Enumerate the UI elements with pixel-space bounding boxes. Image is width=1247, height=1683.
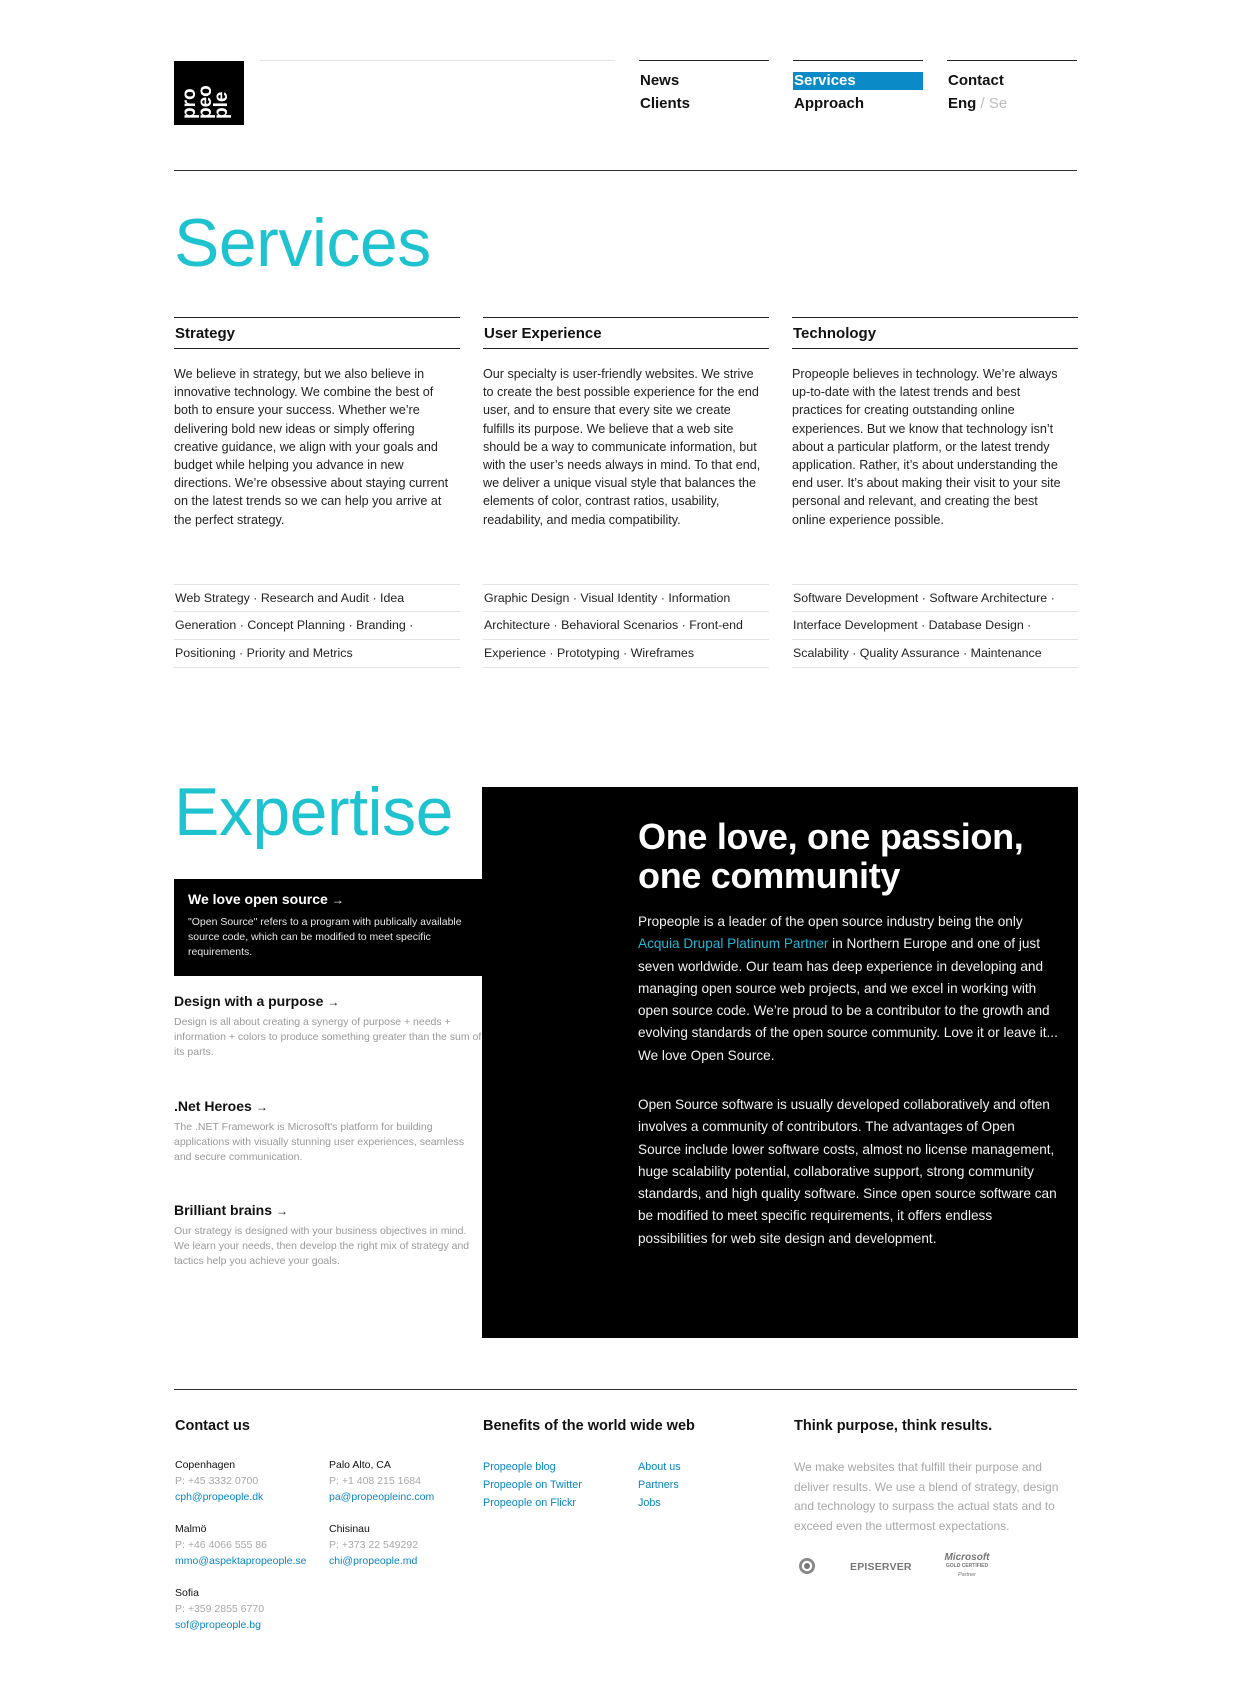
office-phone: P: +46 4066 555 86 bbox=[175, 1539, 267, 1551]
lang-separator: / bbox=[980, 95, 985, 112]
expertise-item-title: We love open source bbox=[188, 891, 328, 907]
expertise-title: Expertise bbox=[174, 774, 453, 850]
logo-line: peo bbox=[195, 85, 216, 119]
service-heading: Strategy bbox=[174, 317, 460, 349]
services-title: Services bbox=[174, 205, 431, 281]
panel-paragraph: Open Source software is usually developed collaboratively and often involves a community of contributors. The advantages of Open Source include lower software costs, almost no license management, huge scalability potential, collaborative support, strong community standards, and high quality software. Since open source software can be modified to meet specific requirements, it offers endless possibilities for web site design and development. bbox=[638, 1097, 1057, 1246]
nav-approach[interactable]: Approach bbox=[794, 95, 865, 112]
nav-column-3 bbox=[947, 60, 1077, 118]
nav-contact[interactable]: Contact bbox=[948, 72, 1004, 89]
panel-paragraph bbox=[638, 911, 1058, 1067]
office-phone: P: +45 3332 0700 bbox=[175, 1475, 259, 1487]
expertise-item-net-heroes[interactable] bbox=[174, 1098, 482, 1165]
expertise-item-title: Design with a purpose bbox=[174, 993, 324, 1009]
nav-news[interactable]: News bbox=[640, 72, 680, 89]
service-tags bbox=[792, 584, 1078, 668]
arrow-right-icon: → bbox=[327, 995, 340, 1009]
office-email[interactable]: mmo@aspektapropeople.se bbox=[175, 1555, 307, 1567]
nav-column-1 bbox=[639, 60, 769, 118]
arrow-right-icon: → bbox=[276, 1204, 289, 1218]
tag-line: Web Strategy · Research and Audit · Idea bbox=[174, 584, 460, 612]
office-phone: P: +373 22 549292 bbox=[329, 1539, 419, 1551]
office-copenhagen bbox=[175, 1457, 325, 1505]
panel-text: in Northern Europe and one of just seven worldwide. Our team has deep experience in developing and managing open source web projects, and we excel in working with open source code. We’re proud to be a contributor to the growth and evolving standards of the open source community. Love it or leave it... We love Open Source. bbox=[638, 936, 1058, 1063]
nav-clients[interactable]: Clients bbox=[640, 95, 691, 112]
tag-line: Architecture · Behavioral Scenarios · Front-end bbox=[483, 612, 769, 640]
expertise-item-desc: Our strategy is designed with your business objectives in mind. We learn your needs, then develop the right mix of strategy and tactics help you achieve your goals. bbox=[174, 1225, 470, 1267]
propeople-logo[interactable] bbox=[174, 61, 244, 125]
drupal-badge bbox=[798, 1557, 816, 1580]
tag-line: Generation · Concept Planning · Branding · bbox=[174, 612, 460, 640]
service-description: Propeople believes in technology. We’re always up-to-date with the latest trends and best practices for creating outstanding online experiences. But we know that technology isn’t about a particular platform, or the latest trendy application. Rather, it’s about understanding the end user. It’s about making their visit to your site personal and relevant, and creating the best online experience possible. bbox=[792, 367, 1061, 527]
panel-heading: One love, one passion, one community bbox=[638, 816, 1024, 896]
arrow-right-icon: → bbox=[331, 893, 344, 907]
logo-divider bbox=[260, 60, 615, 61]
episerver-badge: EPISERVER bbox=[850, 1561, 912, 1573]
office-email[interactable]: sof@propeople.bg bbox=[175, 1619, 261, 1631]
service-heading: Technology bbox=[792, 317, 1078, 349]
expertise-item-open-source[interactable] bbox=[174, 879, 482, 976]
link-propeople-flickr[interactable]: Propeople on Flickr bbox=[483, 1497, 577, 1509]
office-sofia bbox=[175, 1585, 325, 1633]
lang-eng[interactable]: Eng bbox=[948, 95, 977, 112]
office-chisinau bbox=[329, 1521, 479, 1569]
expertise-item-desc: Design is all about creating a synergy of purpose + needs + information + colors to produce something greater than the sum of its parts. bbox=[174, 1016, 482, 1058]
acquia-partner-link[interactable]: Acquia Drupal Platinum Partner bbox=[638, 936, 829, 952]
service-description: Our specialty is user-friendly websites. We strive to create the best possible experience for the end user, and to ensure that every site we create fulfills its purpose. We believe that a web site should be a way to communicate information, but with the user’s needs always in mind. To that end, we deliver a unique visual style that balances the elements of color, contrast ratios, usability, readability, and media compatibility. bbox=[483, 367, 761, 527]
office-city: Chisinau bbox=[329, 1523, 370, 1535]
office-city: Malmö bbox=[175, 1523, 207, 1535]
service-description: We believe in strategy, but we also believe in innovative technology. We combine the best of both to ensure your success. Whether we’re delivering bold new ideas or simply offering creative guidance, we align with your goals and budget while helping you advance in new directions. We’re obsessive about staying current on the latest trends so we can help you arrive at the perfect strategy. bbox=[174, 367, 449, 527]
ms-partner: Partner bbox=[957, 1572, 977, 1578]
office-city: Sofia bbox=[175, 1587, 199, 1599]
think-text: We make websites that fulfill their purpose and deliver results. We use a blend of strategy, design and technology to surpass the actual stats and to exceed even the uttermost expectations. bbox=[794, 1460, 1059, 1533]
microsoft-badge bbox=[940, 1553, 994, 1580]
language-switch bbox=[947, 95, 1077, 113]
drupal-icon bbox=[798, 1557, 816, 1575]
tag-line: Scalability · Quality Assurance · Maintenance bbox=[792, 640, 1078, 668]
logo-line: ple bbox=[211, 91, 232, 119]
office-malmo bbox=[175, 1521, 325, 1569]
expertise-item-desc: "Open Source" refers to a program with publically available source code, which can be modified to meet specific requirements. bbox=[188, 916, 462, 958]
web-heading: Benefits of the world wide web bbox=[483, 1418, 695, 1434]
tag-line: Experience · Prototyping · Wireframes bbox=[483, 640, 769, 668]
service-column-ux bbox=[483, 317, 769, 660]
service-column-strategy bbox=[174, 317, 460, 660]
office-city: Copenhagen bbox=[175, 1459, 236, 1471]
nav-column-2 bbox=[793, 60, 923, 118]
expertise-item-design[interactable] bbox=[174, 993, 482, 1060]
office-city: Palo Alto, CA bbox=[329, 1459, 391, 1471]
link-jobs[interactable]: Jobs bbox=[638, 1497, 661, 1509]
service-tags bbox=[174, 584, 460, 668]
expertise-item-title: .Net Heroes bbox=[174, 1098, 252, 1114]
tag-line: Positioning · Priority and Metrics bbox=[174, 640, 460, 668]
ms-level: GOLD CERTIFIED bbox=[945, 1563, 989, 1569]
footer-divider bbox=[174, 1389, 1077, 1390]
office-phone: P: +1 408 215 1684 bbox=[329, 1475, 421, 1487]
office-email[interactable]: chi@propeople.md bbox=[329, 1555, 418, 1567]
service-tags bbox=[483, 584, 769, 668]
lang-se[interactable]: Se bbox=[988, 95, 1008, 112]
link-propeople-twitter[interactable]: Propeople on Twitter bbox=[483, 1479, 582, 1491]
office-email[interactable]: cph@propeople.dk bbox=[175, 1491, 264, 1503]
tag-line: Interface Development · Database Design · bbox=[792, 612, 1078, 640]
nav-services[interactable]: Services bbox=[793, 72, 923, 90]
expertise-item-brilliant-brains[interactable] bbox=[174, 1202, 482, 1269]
expertise-panel bbox=[482, 787, 1078, 1338]
office-email[interactable]: pa@propeopleinc.com bbox=[329, 1491, 435, 1503]
logo-line: pro bbox=[179, 88, 200, 119]
link-propeople-blog[interactable]: Propeople blog bbox=[483, 1461, 556, 1473]
header-divider bbox=[174, 170, 1077, 171]
link-partners[interactable]: Partners bbox=[638, 1479, 679, 1491]
arrow-right-icon: → bbox=[255, 1100, 268, 1114]
expertise-item-title: Brilliant brains bbox=[174, 1202, 273, 1218]
tag-line: Graphic Design · Visual Identity · Information bbox=[483, 584, 769, 612]
ms-name: Microsoft bbox=[944, 1552, 990, 1563]
service-column-technology bbox=[792, 317, 1078, 660]
tag-line: Software Development · Software Architecture · bbox=[792, 584, 1078, 612]
office-phone: P: +359 2855 6770 bbox=[175, 1603, 265, 1615]
service-heading: User Experience bbox=[483, 317, 769, 349]
office-palo-alto bbox=[329, 1457, 479, 1505]
think-heading: Think purpose, think results. bbox=[794, 1418, 993, 1434]
panel-text: Propeople is a leader of the open source industry being the only bbox=[638, 914, 1023, 929]
expertise-item-desc: The .NET Framework is Microsoft's platform for building applications with visually stunning user experiences, seamless and secure communication. bbox=[174, 1121, 465, 1163]
link-about-us[interactable]: About us bbox=[638, 1461, 681, 1473]
contact-heading: Contact us bbox=[175, 1418, 250, 1434]
